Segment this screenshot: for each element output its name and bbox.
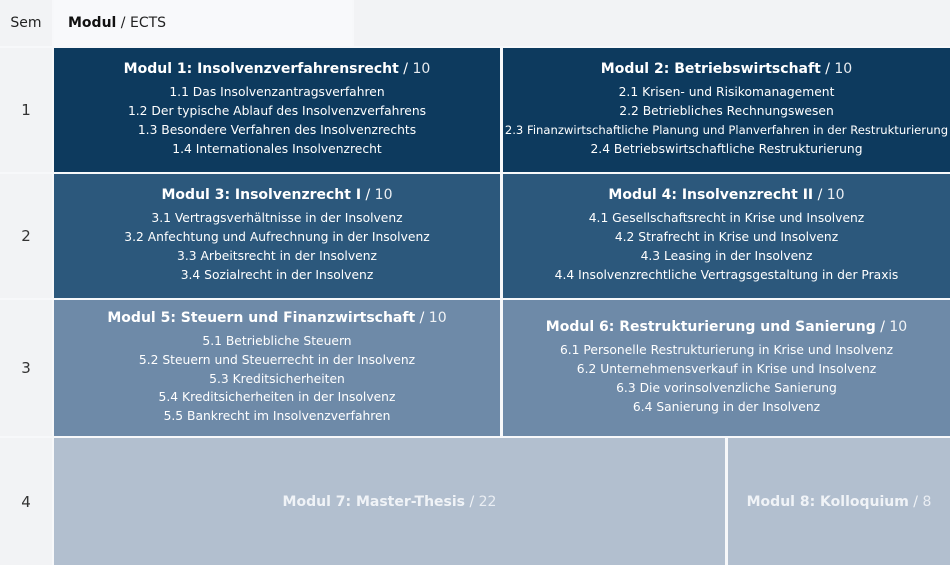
module-topic: 1.1 Das Insolvenzantragsverfahren [169,85,385,100]
module-ects: 22 [478,493,497,510]
header-filler [354,0,950,46]
ects-column-label: ECTS [129,15,167,31]
header-modul-ects [54,0,352,46]
module-topic: 5.3 Kreditsicherheiten [209,371,345,386]
module-topic: 6.3 Die vorinsolvenzliche Sanierung [616,381,837,395]
module-topic: 5.2 Steuern und Steuerrecht in der Insolvenz [138,352,416,367]
module-name: Modul 1: Insolvenzverfahrensrecht [123,61,399,78]
module-card [54,438,725,565]
module-name: Modul 5: Steuern und Finanzwirtschaft [107,310,416,326]
semester-number: 3 [21,359,31,377]
module-topic: 4.1 Gesellschaftsrecht in Krise und Insolvenz [588,211,865,226]
semester-number: 2 [21,227,31,245]
module-name: Modul 3: Insolvenzrecht I [161,187,362,204]
module-topic: 4.4 Insolvenzrechtliche Vertragsgestaltung in der Praxis [554,267,899,282]
module-topic: 1.4 Internationales Insolvenzrecht [172,141,382,156]
module-topic: 1.3 Besondere Verfahren des Insolvenzrechts [137,123,417,137]
module-topic: 6.4 Sanierung in der Insolvenz [632,399,821,414]
module-topic: 3.4 Sozialrecht in der Insolvenz [180,267,374,282]
module-topic: 2.4 Betriebswirtschaftliche Restrukturierung [590,141,863,156]
module-topic: 5.1 Betriebliche Steuern [202,334,352,348]
module-ects: 8 [922,493,932,510]
module-topic: 3.3 Arbeitsrecht in der Insolvenz [177,249,377,263]
semester-cell [0,300,52,436]
module-title: Modul 6: Restrukturierung und Sanierung / 10 [545,319,908,336]
module-card [728,438,950,565]
module-topic: 2.1 Krisen- und Risikomanagement [618,85,835,100]
module-topic: 3.2 Anfechtung und Aufrechnung in der Insolvenz [124,230,430,245]
header-separator: / [116,15,130,31]
module-name: Modul 2: Betriebswirtschaft [600,61,821,78]
module-ects: 10 [412,61,431,78]
semester-number: 4 [21,492,31,511]
module-title: Modul 2: Betriebswirtschaft / 10 [600,61,853,78]
module-topic: 2.2 Betriebliches Rechnungswesen [619,104,834,119]
module-ects: 10 [826,187,845,204]
module-ects: 10 [374,187,393,204]
module-title: Modul 8: Kolloquium / 8 [746,493,932,510]
module-name: Modul 8: Kolloquium [746,493,909,510]
module-name: Modul 6: Restrukturierung und Sanierung [545,319,876,336]
module-card [54,48,500,172]
module-topic: 5.4 Kreditsicherheiten in der Insolvenz [158,390,396,405]
module-card [503,300,950,436]
module-card [503,48,950,172]
semester-number: 1 [21,101,31,119]
module-name: Modul 7: Master-Thesis [282,493,465,510]
module-title: Modul 1: Insolvenzverfahrensrecht / 10 [123,61,431,78]
module-topic: 6.2 Unternehmensverkauf in Krise und Insolvenz [576,362,877,377]
header-sem [0,0,52,46]
module-topic: 6.1 Personelle Restrukturierung in Krise und Insolvenz [559,343,894,358]
semester-cell [0,174,52,298]
modul-column-label: Modul [68,15,117,31]
sem-column-label: Sem [10,15,42,31]
module-card [503,174,950,298]
semester-cell [0,438,52,565]
module-title: Modul 7: Master-Thesis / 22 [282,493,497,510]
module-ects: 10 [889,319,908,336]
module-ects: 10 [834,61,853,78]
module-topic: 4.3 Leasing in der Insolvenz [640,249,813,263]
module-ects: 10 [428,310,447,326]
module-topic: 2.3 Finanzwirtschaftliche Planung und Planverfahren in der Restrukturierung [504,123,949,137]
module-title: Modul 3: Insolvenzrecht I / 10 [161,187,393,204]
module-topic: 4.2 Strafrecht in Krise und Insolvenz [614,230,839,245]
module-title: Modul 5: Steuern und Finanzwirtschaft / 10 [107,310,447,326]
module-card [54,174,500,298]
module-topic: 1.2 Der typische Ablauf des Insolvenzverfahrens [127,104,427,119]
module-name: Modul 4: Insolvenzrecht II [608,187,814,204]
semester-cell [0,48,52,172]
module-title: Modul 4: Insolvenzrecht II / 10 [608,187,845,204]
module-topic: 3.1 Vertragsverhältnisse in der Insolvenz [151,211,403,226]
module-card [54,300,500,436]
module-topic: 5.5 Bankrecht im Insolvenzverfahren [163,409,391,424]
